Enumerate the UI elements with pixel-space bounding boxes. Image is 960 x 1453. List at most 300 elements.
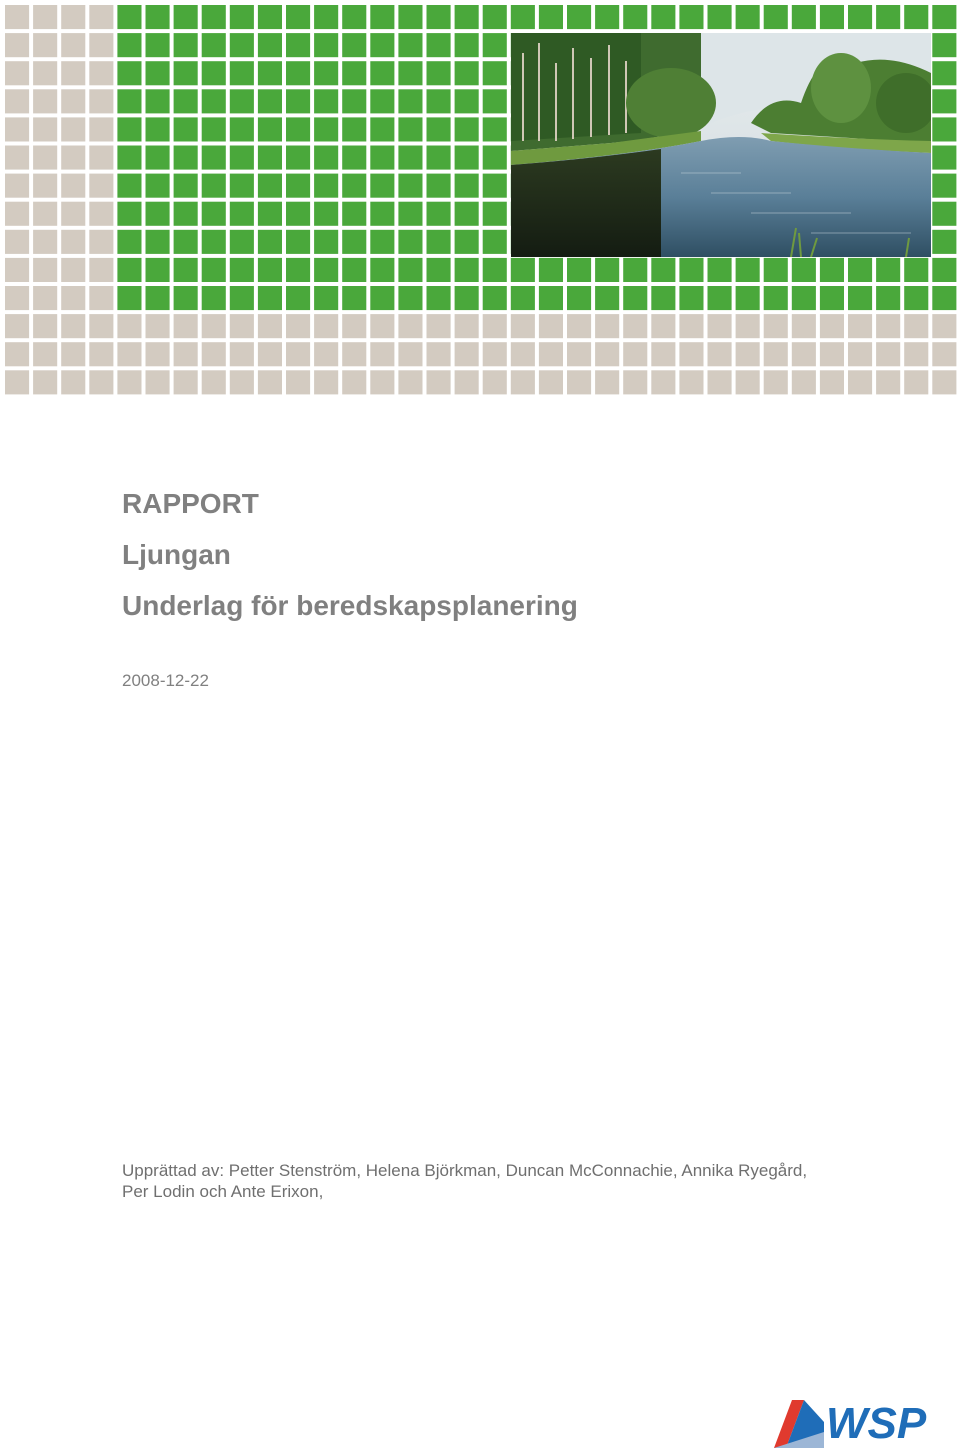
mosaic-tile xyxy=(146,258,170,282)
mosaic-tile xyxy=(230,230,254,254)
mosaic-tile xyxy=(117,370,141,394)
mosaic-tile xyxy=(258,33,282,57)
mosaic-tile xyxy=(174,230,198,254)
mosaic-tile xyxy=(230,370,254,394)
mosaic-tile xyxy=(230,146,254,170)
mosaic-tile xyxy=(314,33,338,57)
mosaic-tile xyxy=(932,314,956,338)
mosaic-tile xyxy=(286,258,310,282)
river-photo xyxy=(511,33,931,257)
mosaic-tile xyxy=(89,370,113,394)
mosaic-tile xyxy=(286,342,310,366)
mosaic-tile xyxy=(174,202,198,226)
mosaic-tile xyxy=(932,230,956,254)
mosaic-tile xyxy=(61,370,85,394)
mosaic-tile xyxy=(623,342,647,366)
mosaic-tile xyxy=(258,146,282,170)
mosaic-tile xyxy=(174,370,198,394)
mosaic-tile xyxy=(174,342,198,366)
mosaic-tile xyxy=(33,89,57,113)
mosaic-tile xyxy=(61,61,85,85)
mosaic-tile xyxy=(398,117,422,141)
mosaic-tile xyxy=(455,370,479,394)
mosaic-tile xyxy=(370,342,394,366)
mosaic-tile xyxy=(792,286,816,310)
mosaic-tile xyxy=(651,286,675,310)
mosaic-tile xyxy=(342,174,366,198)
mosaic-tile xyxy=(146,146,170,170)
mosaic-tile xyxy=(146,5,170,29)
mosaic-tile xyxy=(764,286,788,310)
mosaic-tile xyxy=(5,314,29,338)
mosaic-tile xyxy=(848,258,872,282)
mosaic-tile xyxy=(820,5,844,29)
mosaic-tile xyxy=(146,89,170,113)
mosaic-tile xyxy=(286,33,310,57)
mosaic-tile xyxy=(174,258,198,282)
mosaic-tile xyxy=(146,314,170,338)
mosaic-tile xyxy=(876,5,900,29)
mosaic-tile xyxy=(932,342,956,366)
mosaic-tile xyxy=(89,146,113,170)
mosaic-tile xyxy=(595,258,619,282)
mosaic-tile xyxy=(427,117,451,141)
mosaic-tile xyxy=(146,342,170,366)
wsp-logo xyxy=(774,1392,940,1448)
mosaic-tile xyxy=(5,5,29,29)
mosaic-tile xyxy=(679,286,703,310)
mosaic-tile xyxy=(708,314,732,338)
mosaic-tile xyxy=(932,146,956,170)
mosaic-tile xyxy=(792,314,816,338)
mosaic-tile xyxy=(33,314,57,338)
mosaic-tile xyxy=(174,314,198,338)
mosaic-tile xyxy=(33,370,57,394)
mosaic-tile xyxy=(33,202,57,226)
mosaic-tile xyxy=(932,258,956,282)
mosaic-tile xyxy=(314,5,338,29)
mosaic-tile xyxy=(174,5,198,29)
mosaic-tile xyxy=(258,370,282,394)
mosaic-tile xyxy=(202,174,226,198)
mosaic-tile xyxy=(202,117,226,141)
mosaic-tile xyxy=(932,33,956,57)
mosaic-tile xyxy=(89,89,113,113)
mosaic-tile xyxy=(595,5,619,29)
mosaic-tile xyxy=(33,61,57,85)
mosaic-tile xyxy=(202,286,226,310)
mosaic-tile xyxy=(61,5,85,29)
mosaic-tile xyxy=(567,370,591,394)
mosaic-tile xyxy=(5,33,29,57)
mosaic-tile xyxy=(286,370,310,394)
mosaic-tile xyxy=(286,5,310,29)
mosaic-tile xyxy=(61,33,85,57)
mosaic-tile xyxy=(455,202,479,226)
mosaic-tile xyxy=(202,258,226,282)
mosaic-tile xyxy=(61,258,85,282)
mosaic-tile xyxy=(342,370,366,394)
mosaic-tile xyxy=(539,286,563,310)
mosaic-tile xyxy=(258,89,282,113)
mosaic-tile xyxy=(286,117,310,141)
mosaic-tile xyxy=(595,286,619,310)
mosaic-tile xyxy=(286,146,310,170)
mosaic-tile xyxy=(314,258,338,282)
mosaic-tile xyxy=(370,33,394,57)
mosaic-tile xyxy=(848,342,872,366)
mosaic-tile xyxy=(117,117,141,141)
mosaic-tile xyxy=(286,89,310,113)
mosaic-tile xyxy=(708,370,732,394)
mosaic-tile xyxy=(230,117,254,141)
mosaic-tile xyxy=(61,314,85,338)
mosaic-tile xyxy=(567,314,591,338)
mosaic-tile xyxy=(483,286,507,310)
mosaic-tile xyxy=(539,370,563,394)
mosaic-tile xyxy=(230,342,254,366)
mosaic-tile xyxy=(679,258,703,282)
mosaic-tile xyxy=(904,342,928,366)
mosaic-tile xyxy=(258,5,282,29)
mosaic-tile xyxy=(483,314,507,338)
mosaic-tile xyxy=(623,286,647,310)
mosaic-tile xyxy=(427,230,451,254)
mosaic-tile xyxy=(89,117,113,141)
mosaic-tile xyxy=(258,342,282,366)
mosaic-tile xyxy=(764,342,788,366)
mosaic-tile xyxy=(33,146,57,170)
mosaic-tile xyxy=(398,230,422,254)
mosaic-tile xyxy=(736,314,760,338)
mosaic-tile xyxy=(792,342,816,366)
mosaic-tile xyxy=(567,286,591,310)
mosaic-tile xyxy=(61,117,85,141)
mosaic-tile xyxy=(708,286,732,310)
mosaic-tile xyxy=(258,117,282,141)
mosaic-tile xyxy=(370,314,394,338)
mosaic-tile xyxy=(174,89,198,113)
mosaic-tile xyxy=(174,146,198,170)
mosaic-tile xyxy=(202,342,226,366)
mosaic-tile xyxy=(736,370,760,394)
mosaic-tile xyxy=(398,202,422,226)
mosaic-tile xyxy=(427,174,451,198)
mosaic-tile xyxy=(483,202,507,226)
mosaic-tile xyxy=(398,146,422,170)
mosaic-tile xyxy=(33,342,57,366)
mosaic-tile xyxy=(398,33,422,57)
mosaic-tile xyxy=(5,342,29,366)
report-subtitle: Underlag för beredskapsplanering xyxy=(122,590,578,621)
mosaic-tile xyxy=(174,61,198,85)
mosaic-tile xyxy=(932,370,956,394)
mosaic-tile xyxy=(455,342,479,366)
mosaic-tile xyxy=(595,342,619,366)
mosaic-tile xyxy=(230,89,254,113)
mosaic-tile xyxy=(117,89,141,113)
mosaic-tile xyxy=(33,117,57,141)
mosaic-tile xyxy=(342,230,366,254)
mosaic-tile xyxy=(623,370,647,394)
mosaic-tile xyxy=(314,89,338,113)
mosaic-tile xyxy=(33,286,57,310)
mosaic-tile xyxy=(370,174,394,198)
mosaic-tile xyxy=(820,342,844,366)
mosaic-tile xyxy=(820,258,844,282)
mosaic-tile xyxy=(398,314,422,338)
mosaic-tile xyxy=(595,314,619,338)
mosaic-tile xyxy=(342,33,366,57)
mosaic-tile xyxy=(567,342,591,366)
mosaic-tile xyxy=(511,5,535,29)
mosaic-tile xyxy=(651,314,675,338)
title-block xyxy=(122,478,882,631)
mosaic-tile xyxy=(202,314,226,338)
mosaic-tile xyxy=(370,146,394,170)
mosaic-tile xyxy=(146,33,170,57)
mosaic-tile xyxy=(258,174,282,198)
mosaic-tile xyxy=(455,258,479,282)
mosaic-tile xyxy=(455,5,479,29)
mosaic-tile xyxy=(5,89,29,113)
mosaic-tile xyxy=(483,61,507,85)
mosaic-tile xyxy=(342,61,366,85)
mosaic-tile xyxy=(427,370,451,394)
mosaic-tile xyxy=(146,117,170,141)
mosaic-tile xyxy=(370,370,394,394)
mosaic-tile xyxy=(370,202,394,226)
mosaic-tile xyxy=(623,5,647,29)
mosaic-tile xyxy=(427,89,451,113)
mosaic-tile xyxy=(427,5,451,29)
mosaic-tile xyxy=(61,146,85,170)
mosaic-tile xyxy=(117,286,141,310)
mosaic-tile xyxy=(370,61,394,85)
mosaic-tile xyxy=(258,61,282,85)
mosaic-tile xyxy=(5,174,29,198)
mosaic-tile xyxy=(33,230,57,254)
mosaic-tile xyxy=(483,146,507,170)
mosaic-tile xyxy=(314,342,338,366)
mosaic-tile xyxy=(483,89,507,113)
mosaic-tile xyxy=(708,5,732,29)
mosaic-tile xyxy=(764,370,788,394)
mosaic-tile xyxy=(876,258,900,282)
mosaic-tile xyxy=(174,33,198,57)
mosaic-tile xyxy=(848,5,872,29)
mosaic-tile xyxy=(398,5,422,29)
mosaic-tile xyxy=(398,174,422,198)
mosaic-tile xyxy=(427,202,451,226)
mosaic-tile xyxy=(679,342,703,366)
mosaic-tile xyxy=(146,230,170,254)
mosaic-tile xyxy=(708,258,732,282)
mosaic-tile xyxy=(876,314,900,338)
mosaic-tile xyxy=(33,5,57,29)
mosaic-tile xyxy=(651,5,675,29)
mosaic-tile xyxy=(539,342,563,366)
mosaic-tile xyxy=(511,370,535,394)
mosaic-tile xyxy=(539,314,563,338)
mosaic-tile xyxy=(202,230,226,254)
mosaic-tile xyxy=(483,370,507,394)
mosaic-tile xyxy=(370,5,394,29)
mosaic-tile xyxy=(314,117,338,141)
mosaic-tile xyxy=(708,342,732,366)
mosaic-tile xyxy=(202,89,226,113)
mosaic-tile xyxy=(679,314,703,338)
mosaic-tile xyxy=(33,258,57,282)
mosaic-tile xyxy=(736,286,760,310)
wsp-logo-icon xyxy=(774,1400,824,1448)
mosaic-tile xyxy=(679,5,703,29)
mosaic-tile xyxy=(792,258,816,282)
mosaic-tile xyxy=(398,370,422,394)
mosaic-tile xyxy=(117,146,141,170)
report-type: RAPPORT xyxy=(122,488,259,519)
mosaic-tile xyxy=(286,61,310,85)
mosaic-tile xyxy=(904,286,928,310)
mosaic-tile xyxy=(455,314,479,338)
mosaic-tile xyxy=(258,202,282,226)
mosaic-tile xyxy=(511,342,535,366)
mosaic-tile xyxy=(61,89,85,113)
mosaic-tile xyxy=(117,33,141,57)
mosaic-tile xyxy=(230,5,254,29)
mosaic-tile xyxy=(651,258,675,282)
mosaic-tile xyxy=(427,258,451,282)
mosaic-tile xyxy=(736,258,760,282)
mosaic-tile xyxy=(483,230,507,254)
mosaic-tile xyxy=(5,146,29,170)
mosaic-tile xyxy=(623,314,647,338)
mosaic-tile xyxy=(286,314,310,338)
mosaic-tile xyxy=(427,314,451,338)
mosaic-tile xyxy=(146,202,170,226)
mosaic-tile xyxy=(5,61,29,85)
mosaic-tile xyxy=(5,258,29,282)
mosaic-tile xyxy=(876,342,900,366)
mosaic-tile xyxy=(398,258,422,282)
mosaic-tile xyxy=(342,342,366,366)
mosaic-tile xyxy=(202,61,226,85)
mosaic-tile xyxy=(820,286,844,310)
mosaic-tile xyxy=(932,5,956,29)
mosaic-tile xyxy=(398,286,422,310)
mosaic-tile xyxy=(230,61,254,85)
mosaic-tile xyxy=(286,174,310,198)
mosaic-tile xyxy=(61,286,85,310)
mosaic-tile xyxy=(904,258,928,282)
mosaic-tile xyxy=(5,370,29,394)
mosaic-tile xyxy=(230,258,254,282)
mosaic-tile xyxy=(89,230,113,254)
mosaic-tile xyxy=(848,370,872,394)
mosaic-tile xyxy=(511,258,535,282)
mosaic-tile xyxy=(370,230,394,254)
mosaic-tile xyxy=(146,61,170,85)
mosaic-tile xyxy=(61,342,85,366)
mosaic-tile xyxy=(117,202,141,226)
mosaic-tile xyxy=(370,117,394,141)
mosaic-tile xyxy=(230,286,254,310)
mosaic-tile xyxy=(483,342,507,366)
mosaic-tile xyxy=(5,117,29,141)
mosaic-tile xyxy=(483,174,507,198)
mosaic-tile xyxy=(455,117,479,141)
mosaic-tile xyxy=(89,5,113,29)
mosaic-tile xyxy=(314,61,338,85)
mosaic-tile xyxy=(342,117,366,141)
mosaic-tile xyxy=(651,342,675,366)
mosaic-tile xyxy=(370,286,394,310)
mosaic-tile xyxy=(202,370,226,394)
mosaic-tile xyxy=(286,286,310,310)
mosaic-tile xyxy=(117,61,141,85)
report-date: 2008-12-22 xyxy=(122,671,209,690)
mosaic-tile xyxy=(595,370,619,394)
mosaic-tile xyxy=(736,5,760,29)
mosaic-tile xyxy=(679,370,703,394)
mosaic-tile xyxy=(342,146,366,170)
mosaic-tile xyxy=(342,5,366,29)
mosaic-tile xyxy=(398,342,422,366)
mosaic-tile xyxy=(314,230,338,254)
mosaic-tile xyxy=(89,33,113,57)
mosaic-tile xyxy=(455,230,479,254)
wsp-logo-text: WSP xyxy=(826,1399,927,1448)
mosaic-tile xyxy=(370,89,394,113)
mosaic-tile xyxy=(117,5,141,29)
mosaic-tile xyxy=(174,117,198,141)
mosaic-tile xyxy=(89,342,113,366)
mosaic-tile xyxy=(427,286,451,310)
mosaic-tile xyxy=(792,370,816,394)
mosaic-tile xyxy=(174,174,198,198)
mosaic-tile xyxy=(314,146,338,170)
mosaic-tile xyxy=(455,286,479,310)
mosaic-tile xyxy=(202,146,226,170)
mosaic-tile xyxy=(651,370,675,394)
mosaic-tile xyxy=(736,342,760,366)
mosaic-tile xyxy=(904,314,928,338)
mosaic-tile xyxy=(539,258,563,282)
mosaic-tile xyxy=(539,5,563,29)
mosaic-tile xyxy=(89,286,113,310)
mosaic-tile xyxy=(230,33,254,57)
mosaic-tile xyxy=(89,258,113,282)
mosaic-tile xyxy=(117,258,141,282)
mosaic-tile xyxy=(146,286,170,310)
mosaic-tile xyxy=(61,202,85,226)
mosaic-tile xyxy=(398,89,422,113)
mosaic-tile xyxy=(258,258,282,282)
mosaic-tile xyxy=(455,33,479,57)
mosaic-tile xyxy=(904,5,928,29)
mosaic-tile xyxy=(932,89,956,113)
mosaic-tile xyxy=(314,174,338,198)
mosaic-tile xyxy=(567,5,591,29)
mosaic-tile xyxy=(342,89,366,113)
mosaic-tile xyxy=(427,342,451,366)
mosaic-tile xyxy=(511,286,535,310)
mosaic-tile xyxy=(483,5,507,29)
mosaic-tile xyxy=(89,202,113,226)
mosaic-tile xyxy=(314,202,338,226)
mosaic-tile xyxy=(258,286,282,310)
mosaic-tile xyxy=(483,33,507,57)
